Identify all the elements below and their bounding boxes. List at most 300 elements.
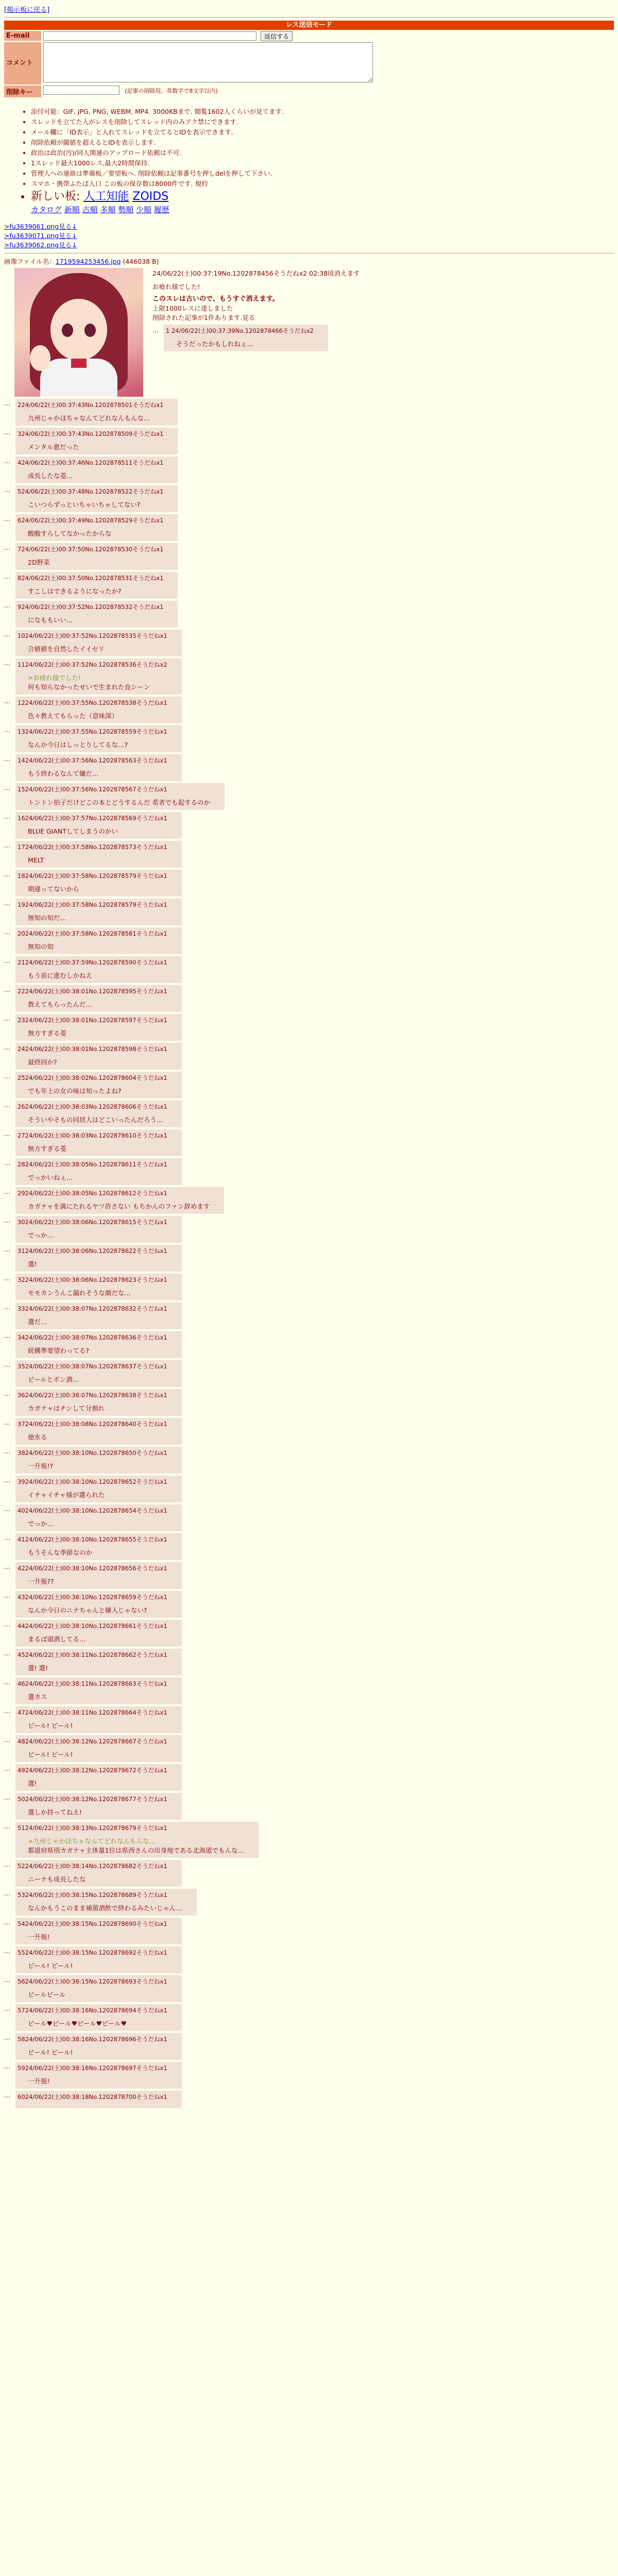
response-header-info[interactable]: 24/06/22(土)00:37:46No.1202878511そうだねx1 [21,459,164,466]
reply-form [4,31,614,97]
response-header-info[interactable]: 24/06/22(土)00:38:08No.1202878640そうだねx1 [25,1420,167,1428]
catalog-link[interactable]: カタログ [31,205,62,214]
response-indent: … [4,2092,10,2099]
response-text: なんか今日はしっとりしてるな…? [28,741,128,749]
response-3 [4,428,614,454]
response-header [18,1276,167,1284]
response-body [15,812,182,839]
response-56 [4,1975,614,2002]
response-header-info[interactable]: 24/06/22(土)00:38:01No.1202878598そうだねx1 [25,1045,167,1053]
response-text: 選カス [28,1693,47,1701]
response-18 [4,870,614,896]
response-5 [4,485,614,512]
response-text: 酸酸すらしてなかったからな [28,530,112,537]
response-32 [4,1274,614,1300]
response-body [15,543,178,570]
response-body [15,601,178,628]
response-header-info[interactable]: 24/06/22(土)00:37:56No.1202878563そうだねx1 [25,757,167,764]
response-number: 50 [18,1795,25,1803]
response-header-info[interactable]: 24/06/22(土)00:37:58No.1202878579そうだねx1 [25,901,167,908]
response-indent: … [4,1707,10,1715]
rule-item: • 添付可能：GIF, JPG, PNG, WEBM, MP4. 3000KBまで. 閲覧1602人くらいが見てます. [31,107,614,117]
response-indent: … [4,1448,10,1455]
response-10 [4,630,614,656]
response-number: 54 [18,1920,25,1927]
response-body [15,1562,182,1589]
response-body [15,725,182,752]
op-thumbnail-image[interactable] [14,268,143,397]
response-body [15,697,182,723]
comment-input-wrap [43,42,373,84]
response-44 [4,1620,614,1647]
board-link-ai[interactable]: 人工知能 [83,190,129,203]
response-header-info[interactable]: 24/06/22(土)00:38:01No.1202878595そうだねx1 [25,988,167,995]
response-53 [4,1889,614,1916]
response-46 [4,1677,614,1704]
rule-item: • 1スレッド最大1000レス,最大2時間保持. [31,158,614,168]
response-header-info[interactable]: 24/06/22(土)00:38:07No.1202878632そうだねx1 [25,1305,167,1312]
response-body [15,1360,182,1387]
response-header-info[interactable]: 24/06/22(土)00:38:03No.1202878610そうだねx1 [25,1132,167,1139]
comment-label: コメント [4,42,41,84]
back-to-board-link[interactable]: [掲示板に戻る] [4,6,50,14]
response-body [15,1764,182,1791]
response-body [15,630,182,656]
ref-file-link[interactable]: >fu3639071.png見る↓ [4,232,77,240]
response-header-info[interactable]: 24/06/22(土)00:37:57No.1202878569そうだねx1 [25,815,167,822]
response-header-info[interactable]: 24/06/22(土)00:38:11No.1202878662そうだねx1 [25,1651,167,1658]
response-header [18,1766,167,1774]
response-body [15,1418,182,1445]
response-body [15,1072,182,1098]
response-body [15,1302,182,1329]
response-header [18,430,163,438]
response-body [15,1620,182,1647]
response-text: ビール♥ビール♥ビール♥ビール♥ [28,2020,127,2027]
reply-mode-bar: レス送信モード [4,21,614,30]
response-header [18,1016,167,1024]
response-header [18,1304,167,1313]
response-indent: … [4,1890,10,1897]
response-header [18,1103,167,1111]
response-58 [4,2033,614,2060]
op-header-info: 24/06/22(土)00:37:19No.1202878456そうだねx2 [152,269,307,277]
response-header [18,516,163,524]
response-header [18,1564,167,1572]
response-21 [4,956,614,983]
response-indent: … [4,1044,10,1051]
response-47 [4,1706,614,1733]
response-header-info[interactable]: 24/06/22(土)00:37:52No.1202878536そうだねx2 [25,661,167,668]
response-indent: … [4,544,10,551]
response-header-info[interactable]: 24/06/22(土)00:38:10No.1202878652そうだねx1 [25,1478,167,1485]
response-indent: … [4,2063,10,2070]
response-text: ビール! ビール! [28,1722,73,1730]
response-19 [4,899,614,925]
response-number: 34 [18,1334,25,1341]
op-note-deleted: 削除された記事が1件あります.見る [152,314,255,321]
response-48 [4,1735,614,1762]
response-number: 26 [18,1103,25,1110]
delete-key-wrap [43,86,218,95]
response-indent: … [4,1073,10,1080]
response-42 [4,1562,614,1589]
response-header-info[interactable]: 24/06/22(土)00:38:02No.1202878604そうだねx1 [25,1074,167,1081]
response-9 [4,601,614,628]
response-number: 32 [18,1276,25,1283]
response-indent: … [4,1794,10,1801]
ref-file-link[interactable]: >fu3639062.png見る↓ [4,241,77,249]
response-header-info[interactable]: 24/06/22(土)00:38:10No.1202878656そうだねx1 [25,1565,167,1572]
response-body [15,1649,182,1675]
response-header [18,987,167,995]
response-header [18,401,163,409]
response-number: 21 [18,959,25,966]
response-body [15,783,225,810]
response-indent: … [4,573,10,580]
response-indent: … [4,2034,10,2041]
response-header-info[interactable]: 24/06/22(土)00:38:05No.1202878611そうだねx1 [25,1161,167,1168]
response-header-info[interactable]: 24/06/22(土)00:38:11No.1202878663そうだねx1 [25,1680,167,1687]
response-header-info[interactable]: 24/06/22(土)00:38:15No.1202878692そうだねx1 [25,1949,167,1956]
response-header [18,1218,167,1226]
response-1: … 1 24/06/22(土)00:37:39No.1202878466そうだねx2 そうだったかもしれねぇ… [152,325,360,351]
response-number: 55 [18,1949,25,1956]
response-indent: … [4,1419,10,1426]
response-header [18,1189,210,1197]
response-header-info[interactable]: 24/06/22(土)00:37:55No.1202878559そうだねx1 [25,728,167,735]
response-header [18,843,167,851]
response-body [15,2091,182,2108]
response-header [18,1449,167,1457]
rule-item: • 削除依頼が閾値を超えるとIDを表示します. [31,138,614,148]
sort-old-link[interactable]: 古順 [82,205,98,214]
response-text: ビールとポン酒… [28,1376,79,1383]
response-header [18,459,163,467]
response-59 [4,2062,614,2089]
response-number: 27 [18,1132,25,1139]
response-indent: … [4,1736,10,1743]
response-indent: … [4,1390,10,1397]
response-header [18,2006,167,2014]
response-indent: … [4,784,10,791]
response-indent: … [4,1919,10,1926]
response-11 [4,658,614,694]
response-header [18,699,167,707]
response-indent: … [4,1332,10,1340]
response-body [15,1331,182,1358]
sort-new-link[interactable]: 新順 [64,205,80,214]
response-header-info[interactable]: 24/06/22(土)00:37:58No.1202878579そうだねx1 [25,872,167,879]
response-number: 30 [18,1218,25,1226]
submit-reply-button[interactable]: 返信する [261,31,293,41]
response-8 [4,572,614,599]
response-number: 16 [18,815,25,822]
sort-many-link[interactable]: 多順 [100,205,116,214]
response-body [15,399,178,426]
response-header-info[interactable]: 24/06/22(土)00:37:59No.1202878590そうだねx1 [25,959,167,966]
response-header [18,1708,167,1717]
rule-item: • スマホ・携帯ふたば入口 この板の保存数は8000件です. 規約 [31,179,614,189]
response-number: 31 [18,1247,25,1255]
response-number: 42 [18,1565,25,1572]
response-header-info[interactable]: 24/06/22(土)00:37:52No.1202878535そうだねx1 [25,632,167,639]
response-40 [4,1504,614,1531]
response-indent: … [4,698,10,705]
response-indent: … [4,1217,10,1224]
response-header [18,574,163,582]
response-body [15,899,182,925]
ref-file-link[interactable]: >fu3639061.png見る↓ [4,223,77,230]
comment-textarea[interactable] [43,42,373,82]
response-header [18,1862,167,1870]
response-header-info[interactable]: 24/06/22(土)00:37:50No.1202878530そうだねx1 [21,546,164,553]
response-number: 57 [18,2007,25,2014]
response-28 [4,1158,614,1185]
response-header [18,872,167,880]
response-header-info[interactable]: 24/06/22(土)00:38:16No.1202878696そうだねx1 [25,2036,167,2043]
response-header [18,1506,167,1515]
response-text: 選しか持ってねえ! [28,1808,82,1816]
response-header [18,1391,167,1399]
comment-row [4,42,614,84]
response-number: 37 [18,1420,25,1428]
response-header-info[interactable]: 24/06/22(土)00:37:49No.1202878529そうだねx1 [21,517,164,524]
response-header-info[interactable]: 24/06/22(土)00:38:10No.1202878659そうだねx1 [25,1594,167,1601]
response-text: 選! [28,1260,37,1268]
response-indent: … [4,1563,10,1570]
response-number: 28 [18,1161,25,1168]
board-link-zoids[interactable]: ZOIDS [132,190,169,203]
response-indent: … [4,1130,10,1138]
response-indent: … [4,813,10,820]
response-text: 続構準要望わってる? [28,1347,90,1354]
response-31 [4,1245,614,1272]
response-25 [4,1072,614,1098]
referenced-files [4,222,614,250]
response-number: 45 [18,1651,25,1658]
response-header-info[interactable]: 24/06/22(土)00:38:10No.1202878661そうだねx1 [25,1622,167,1630]
response-indent: … [4,631,10,638]
response-body [15,428,178,454]
rule-item: • 管理人への連絡は準備板／要望板へ. 削除依頼は記事番号を押しdelを押して下さい. [31,168,614,179]
response-body [15,1245,182,1272]
response-header-info[interactable]: 24/06/22(土)00:38:06No.1202878615そうだねx1 [25,1218,167,1226]
response-indent: … [4,986,10,993]
response-header-info[interactable]: 24/06/22(土)00:38:10No.1202878650そうだねx1 [25,1449,167,1456]
response-text: なんかもうこのまま補菌酒飲で終わるみたいじゃん… [28,1904,183,1912]
response-header-info[interactable]: 24/06/22(土)00:37:56No.1202878567そうだねx1 [25,786,167,793]
response-header-info[interactable]: 24/06/22(土)00:38:11No.1202878664そうだねx1 [25,1709,167,1716]
divider [4,17,614,18]
response-header [18,603,163,611]
response-header-info[interactable]: 24/06/22(土)00:38:12No.1202878667そうだねx1 [25,1738,167,1745]
op-text: お疲れ様でした! [152,283,200,291]
response-indent: … [4,1765,10,1772]
response-body [15,1158,182,1185]
response-header-info[interactable]: 24/06/22(土)00:38:15No.1202878689そうだねx1 [25,1891,167,1899]
response-header [18,1795,167,1803]
response-text: 期違ってないから [28,885,80,893]
response-number: 47 [18,1709,25,1716]
response-header [18,1535,167,1544]
response-38 [4,1447,614,1473]
response-body [15,1274,182,1300]
response-header [18,1977,167,1986]
response-header [18,1891,182,1899]
response-header-info[interactable]: 24/06/22(土)00:38:16No.1202878694そうだねx1 [25,2007,167,2014]
response-indent: … [4,602,10,609]
response-29 [4,1187,614,1214]
response-number: 25 [18,1074,25,1081]
response-header [18,1478,167,1486]
response-header [18,2093,167,2101]
response-12 [4,697,614,723]
response-body [15,1946,182,1973]
response-text: ニーナも成長したな [28,1875,86,1883]
response-number: 6 [18,517,22,524]
response-header-info[interactable]: 24/06/22(土)00:37:58No.1202878573そうだねx1 [25,843,167,851]
response-header-info[interactable]: 24/06/22(土)00:38:07No.1202878638そうだねx1 [25,1392,167,1399]
response-header-info[interactable]: 24/06/22(土)00:38:14No.1202878682そうだねx1 [25,1862,167,1870]
response-header [18,1593,167,1601]
response-header-info[interactable]: 24/06/22(土)00:37:52No.1202878532そうだねx1 [21,603,164,611]
response-header [18,2035,167,2043]
response-body [15,1129,182,1156]
response-text: になももいい… [28,616,73,624]
response-43 [4,1591,614,1618]
response-27 [4,1129,614,1156]
email-label: E-mail [4,31,41,41]
response-indent: … [4,1679,10,1686]
response-number: 33 [18,1305,25,1312]
response-body [15,456,178,483]
response-indent: … [4,1303,10,1311]
response-header-info[interactable]: 24/06/22(土)00:38:15No.1202878690そうだねx1 [25,1920,167,1927]
top-nav [4,4,614,14]
response-text: 九州じゃかほちゃなんてどれなんもんな… [28,414,150,422]
response-14 [4,754,614,781]
response-number: 15 [18,786,25,793]
response-number: 14 [18,757,25,764]
response-header-info[interactable]: 24/06/22(土)00:38:06No.1202878623そうだねx1 [25,1276,167,1283]
response-header-info[interactable]: 24/06/22(土)00:38:03No.1202878606そうだねx1 [25,1103,167,1110]
response-header-info[interactable]: 24/06/22(土)00:37:50No.1202878531そうだねx1 [21,574,164,582]
response-body [15,1100,182,1127]
rule-item: • 政治は政治(汚)/同人関連のアップロード依頼は不可. [31,148,614,158]
response-indent: … [4,1101,10,1109]
response-text: トントン拍子だけどこの本とどうするんだ 希者でも起するのか [28,799,210,806]
response-22 [4,985,614,1012]
response-header-info[interactable]: 24/06/22(土)00:38:16No.1202878697そうだねx1 [25,2064,167,2072]
response-header-info[interactable]: 24/06/22(土)00:38:13No.1202878679そうだねx1 [25,1824,167,1832]
response-text: なんか今日のニナちゃんと嫌入じゃない? [28,1606,147,1614]
response-number: 24 [18,1045,25,1053]
response-body [15,870,182,896]
response-header-info[interactable]: 24/06/22(土)00:38:06No.1202878622そうだねx1 [25,1247,167,1255]
response-header-info[interactable]: 24/06/22(土)00:38:12No.1202878672そうだねx1 [25,1767,167,1774]
response-header-info[interactable]: 24/06/22(土)00:37:58No.1202878581そうだねx1 [25,930,167,937]
response-number: 17 [18,843,25,851]
response-text: 無方すぎる菱 [28,1029,67,1037]
response-text: ビール! ビール! [28,1751,73,1758]
response-header-info[interactable]: 24/06/22(土)00:38:10No.1202878654そうだねx1 [25,1507,167,1514]
response-6 [4,514,614,541]
email-input[interactable] [43,31,256,41]
response-number: 36 [18,1392,25,1399]
response-body [15,841,182,868]
response-header [18,1045,167,1053]
history-link[interactable]: 履歴 [153,205,169,214]
response-body [15,1975,182,2002]
response-header [18,1824,244,1832]
op-file-link[interactable]: 1719594253456.jpg [55,258,121,265]
response-header-info[interactable]: 24/06/22(土)00:38:15No.1202878693そうだねx1 [25,1978,167,1985]
op-body [152,268,360,397]
response-header [18,727,167,736]
response-number: 35 [18,1363,25,1370]
response-text: でも年上の女の味は知ったよね? [28,1087,122,1095]
response-indent: … [4,1477,10,1484]
response-text: 最終回か? [28,1058,57,1066]
response-number: 58 [18,2036,25,2043]
response-indent: … [4,659,10,667]
response-45 [4,1649,614,1675]
response-header-info[interactable]: 24/06/22(土)00:38:07No.1202878636そうだねx1 [25,1334,167,1341]
response-header [18,1074,167,1082]
response-header-info[interactable]: 24/06/22(土)00:38:05No.1202878612そうだねx1 [25,1190,167,1197]
response-header-info[interactable]: 24/06/22(土)00:38:10No.1202878655そうだねx1 [25,1536,167,1543]
response-header [18,958,167,967]
response-text: ビール! ビール! [28,2048,73,2056]
response-number: 43 [18,1594,25,1601]
response-header-info[interactable]: 24/06/22(土)00:38:01No.1202878597そうだねx1 [25,1016,167,1024]
response-header-info[interactable]: 24/06/22(土)00:38:07No.1202878637そうだねx1 [25,1363,167,1370]
response-header [18,1131,167,1140]
delete-key-input[interactable] [43,86,119,95]
response-header-info[interactable]: 24/06/22(土)00:38:12No.1202878677そうだねx1 [25,1795,167,1803]
response-text: 一升瓶!? [28,1462,54,1470]
response-60 [4,2091,614,2108]
board-rules [31,107,614,215]
response-7 [4,543,614,570]
response-quote: >お疲れ様でした! [28,674,81,682]
response-text: 無知の知だ… [28,914,67,922]
response-indent: … [4,1621,10,1628]
response-24 [4,1043,614,1070]
response-number: 52 [18,1862,25,1870]
response-body [15,514,178,541]
sort-momentum-link[interactable]: 勢順 [118,205,134,214]
response-text: ビールビール [28,1991,66,1998]
response-header-info[interactable]: 24/06/22(土)00:38:18No.1202878700そうだねx1 [25,2093,167,2100]
response-body [15,1043,182,1070]
op-file-label: 画像ファイル名： [4,258,56,265]
response-header-info[interactable]: 24/06/22(土)00:37:43No.1202878509そうだねx1 [21,430,164,437]
response-header-info[interactable]: 24/06/22(土)00:37:55No.1202878538そうだねx1 [25,699,167,706]
response-body [15,2004,182,2031]
response-text: でっかいねぇ… [28,1174,73,1181]
new-boards-prefix: 新しい板: [31,190,84,203]
op-file-size: (446038 B) [123,258,159,265]
response-indent: … [4,486,10,494]
response-header-info[interactable]: 24/06/22(土)00:37:48No.1202878522そうだねx1 [21,488,164,495]
sort-few-link[interactable]: 少順 [135,205,151,214]
response-body [15,1504,182,1531]
response-indent: … [4,726,10,734]
response-header-info[interactable]: 24/06/22(土)00:37:43No.1202878501そうだねx1 [21,401,164,409]
response-header [18,1362,167,1370]
